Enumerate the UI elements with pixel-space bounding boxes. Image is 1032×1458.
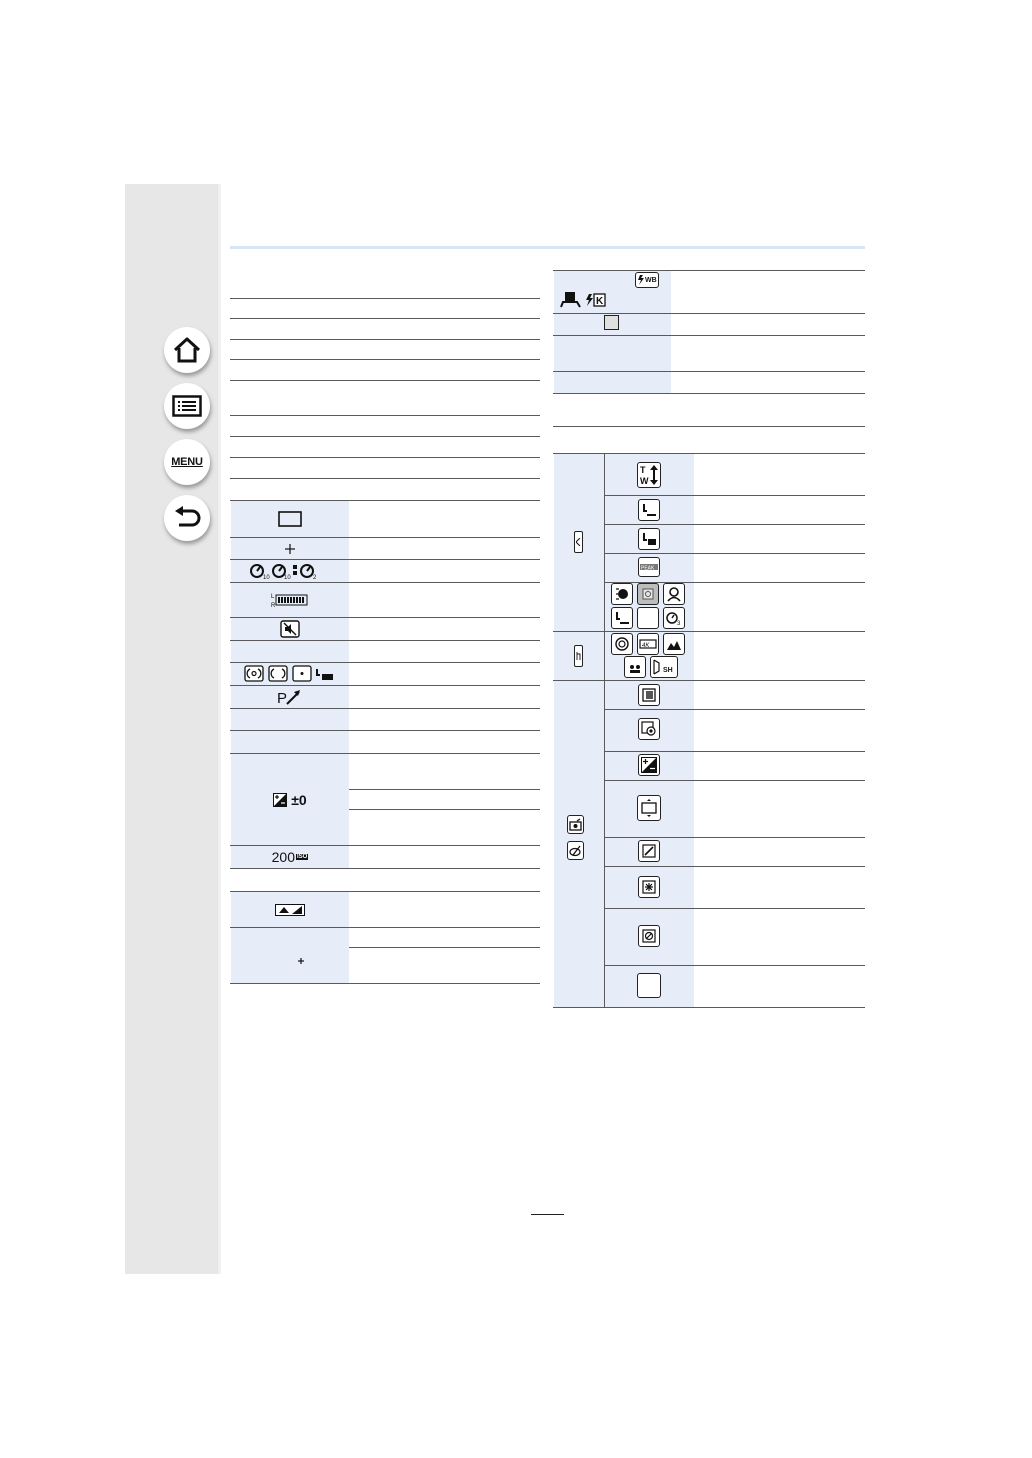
touch-zoom-button[interactable] [637,462,661,488]
mic-level-meter-icon [270,591,310,609]
iso-cell [231,846,349,868]
creative-brush-tab[interactable] [567,841,584,860]
touch-tab-middle-icon [576,651,581,661]
row-divider [230,983,540,984]
peaking-icon [640,562,658,572]
exposure-comp-cell [231,754,349,845]
back-arrow-icon [172,505,202,531]
row-divider [230,457,540,458]
creative-mode-tab[interactable] [567,815,584,834]
row-divider [553,313,865,314]
scene-person-icon [666,586,682,602]
contents-list-icon [172,395,202,417]
back-button[interactable] [164,495,210,541]
range-button[interactable] [637,795,661,821]
touch-shutter-icon [641,503,657,517]
brightness-button[interactable] [638,718,660,740]
row-divider [605,495,865,496]
silent-mode-cell [231,618,349,640]
row-divider [349,947,540,948]
touch-zoom-tw-icon [639,464,659,486]
scene-timer-icon [665,610,683,626]
row-divider [230,318,540,319]
row-divider [605,709,865,710]
svg-text:4K: 4K [642,643,650,649]
row-divider [553,453,865,454]
small-cross-cell [296,956,306,966]
row-divider [605,866,865,867]
mode-landscape-icon [666,637,682,651]
scene-default-icon [641,587,655,601]
gray-square-box [604,315,619,330]
row-divider [230,927,540,928]
touch-tab-left-icon [576,538,581,546]
touch-ae-button[interactable] [638,528,660,550]
row-divider [553,680,865,681]
svg-text:K: K [596,296,604,307]
svg-text:2: 2 [313,575,317,580]
mode-snap-icon [652,659,676,675]
scene-icon-button[interactable] [637,583,659,605]
touch-shutter-button[interactable] [638,499,660,521]
silent-mode-icon [280,620,300,638]
icon-cell [231,641,349,662]
brightness-icon [641,721,657,737]
row-divider [553,371,865,372]
row-divider [349,789,540,790]
row-divider [553,631,865,632]
svg-text:10: 10 [263,575,270,580]
row-divider [553,270,865,271]
touch-tab-middle[interactable] [574,645,583,667]
row-divider [349,809,540,810]
plus-icon [284,543,296,555]
row-divider [230,730,540,731]
row-divider [230,380,540,381]
icon-cell [554,336,671,371]
row-divider [553,426,865,427]
filter-button[interactable] [638,876,660,898]
row-divider [605,908,865,909]
row-divider [605,751,865,752]
image-effect-button[interactable] [638,925,660,947]
mode-group-icon [627,660,643,674]
row-divider [605,553,865,554]
menu-label: MENU [171,456,203,468]
contents-button[interactable] [164,383,210,429]
svg-text:W: W [640,476,649,486]
touch-tab-left[interactable] [574,531,583,553]
single-area-frame-icon [278,511,302,527]
row-divider [230,339,540,340]
page-header-rule [230,246,865,249]
creative-brush-tab-icon [569,844,582,857]
scene-touch-shutter-icon [614,611,630,625]
mode-icon-button[interactable] [611,633,633,655]
creative-mode-tab-icon [569,818,582,831]
row-divider [605,524,865,525]
svg-text:L: L [271,594,275,600]
row-divider [230,868,540,869]
icon-cell [231,928,349,983]
row-divider [605,780,865,781]
mode-movie-icon [639,639,657,649]
home-button[interactable] [164,327,210,373]
row-divider [605,837,865,838]
sidebar-edge [218,184,221,1274]
peaking-button[interactable] [638,557,660,577]
blank-square-button[interactable] [637,973,661,998]
row-divider [553,1007,865,1008]
mode-icon-button[interactable] [663,633,685,655]
exposure-icon [641,757,657,773]
color-adjust-icon [642,844,656,858]
row-divider [230,640,540,641]
mode-aperture-icon [614,636,630,652]
color-button[interactable] [638,840,660,862]
svg-text:10: 10 [284,575,291,580]
svg-text:3: 3 [677,621,681,626]
mic-level-cell [231,583,349,617]
icon-cell [231,709,349,730]
filter-effect-icon [642,880,656,894]
bracket-cell [231,892,349,927]
row-divider [230,415,540,416]
scene-icon-button[interactable] [663,607,685,629]
home-icon [172,336,202,364]
scene-icon-button[interactable] [663,583,685,605]
icon-cell [231,731,349,753]
row-divider [230,298,540,299]
iso-value: 200 [271,849,295,865]
bracket-icon [275,904,305,916]
flash-wb-icon [636,274,658,286]
column-divider [604,454,605,1007]
mode-icon-button[interactable] [637,633,659,655]
exposure-comp-value: ±0 [291,791,307,808]
row-divider [230,436,540,437]
scene-portrait-icon [614,586,630,602]
exposure-button[interactable] [638,754,660,776]
row-divider [553,335,865,336]
touch-ae-icon [641,532,657,546]
row-divider [230,359,540,360]
af-point-cell [231,538,349,559]
defocus-button[interactable] [638,684,660,706]
range-adjust-icon [639,798,659,818]
flash-k-icon [584,293,606,307]
exposure-compensation-icon [273,793,287,807]
row-divider [605,965,865,966]
scene-icon-button[interactable] [637,607,659,629]
ae-lock-icon [560,291,582,309]
program-shift-icon [277,688,303,706]
self-timer-icons [248,562,332,580]
mode-icon-button[interactable] [624,656,646,678]
self-timer-cell [231,560,349,582]
row-divider [553,393,865,394]
metering-cell [231,663,349,685]
iso-badge: ISO [297,854,308,860]
af-mode-cell [231,501,349,537]
icon-cell [554,372,671,393]
row-divider [230,708,540,709]
svg-text:R: R [271,603,276,609]
svg-text:WB: WB [645,277,657,284]
scene-icon-button[interactable] [611,583,633,605]
scene-icon-button[interactable] [611,607,633,629]
image-effect-icon [642,929,656,943]
menu-button[interactable] [164,439,210,485]
svg-text:T: T [640,465,646,475]
defocus-control-icon [642,688,656,702]
program-shift-cell [231,686,349,708]
row-divider [230,478,540,479]
svg-text:SH: SH [663,667,673,674]
flash-wb-box [635,272,659,288]
metering-mode-icons [244,665,336,683]
svg-text:PEAK: PEAK [641,565,655,572]
small-cross-icon [298,958,304,964]
svg-text:P: P [277,690,288,706]
page-number-underline [531,1214,564,1215]
mode-icon-button[interactable] [650,656,678,678]
